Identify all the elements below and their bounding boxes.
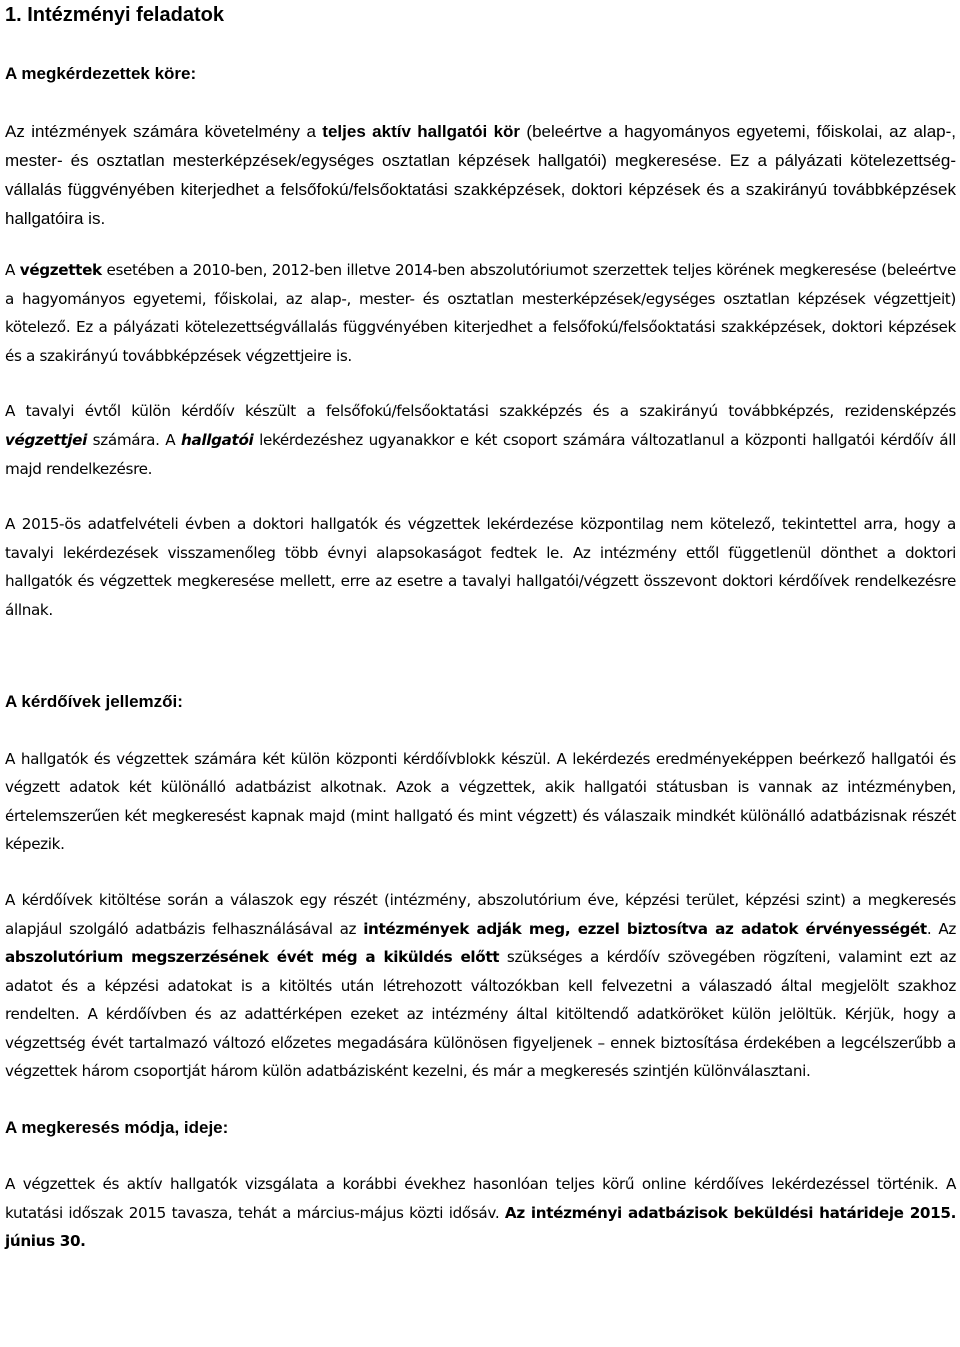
text-run: A kérdőívek kitöltése során a válaszok egy részét (intézmény, abszolutórium éve, képzési terület, képzési szint) a megkeresés alapjául szolgáló adatbázis felhasználásával az [5, 890, 956, 938]
bold-text: intézmények adják meg, ezzel biztosítva az adatok érvényességét [363, 919, 927, 938]
method-paragraph-1 [5, 1170, 956, 1256]
text-run: számára. A [86, 430, 182, 449]
text-run: A tavalyi évtől külön kérdőív készült a felsőfokú/felsőoktatási szakképzés és a szakirányú továbbképzés, rezidensképzés [5, 402, 956, 421]
section-title: 1. Intézményi feladatok [5, 4, 224, 26]
respondents-paragraph-4: A 2015-ös adatfelvételi évben a doktori hallgatók és végzettek lekérdezése központilag nem kötelező, tekintettel arra, hogy a tavalyi lekérdezések visszamenőleg több évnyi alapsokaságot fedtek le. Az intézmény ettől függetlenül dönthet a doktori hallgatók és végzettek megkeresése mellett, erre az esetre a tavalyi hallgatói/végzett összevont doktori kérdőívek rendelkezésre állnak. [5, 515, 956, 619]
features-paragraph-2 [5, 886, 956, 1086]
respondents-heading: A megkérdezettek köre: [5, 64, 197, 83]
text-run: lekérdezéshez ugyanakkor e két csoport számára változatlanul a központi hallgatói kérdőív áll majd rendelkezésre. [5, 430, 956, 478]
features-heading: A kérdőívek jellemzői: [5, 691, 183, 711]
text-run: A [5, 261, 20, 279]
text-run: esetében a 2010-ben, 2012-ben illetve 2014-ben abszolutóriumot szerzettek teljes körének megkeresése (beleértve a hagyományos egyetemi, főiskolai, az alap-, mester- és osztatlan mesterképzések/egységes osztatlan képzések végzettjeit) kötelező. Ez a pályázati kötelezettségvállalás függvényében kiterjedhet a felsőfokú/felsőoktatási szakképzések, doktori képzések és a szakirányú továbbképzések végzettjeire is. [5, 261, 956, 365]
bold-text: Az intézményi adatbázisok beküldési határideje 2015. június 30. [5, 1203, 956, 1251]
text-run: szükséges a kérdőív szövegében rögzíteni, valamint ezt az adatot és a képzési adatokat is a kitöltés után létrehozott változókban kell felvezetni a válaszadó által megjelölt szakhoz rendelten. A kérdőívben és az adattérképen ezeket az intézmény által kitöltendő adatköröket külön jelöltük. Kérjük, hogy a végzettség évét tartalmazó változó előzetes megadására különösen figyeljenek – ennek biztosítása érdekében a legcélszerűbb a végzettek három csoportját három külön adatbázisként kezelni, és már a megkeresés szintjén különválasztani. [5, 948, 956, 1081]
respondents-paragraph-3 [5, 397, 956, 483]
bold-italic-text: végzettjei [5, 430, 87, 449]
text-run: A végzettek és aktív hallgatók vizsgálata a korábbi évekhez hasonlóan teljes körű online kérdőíves lekérdezéssel történik. A kutatási időszak 2015 tavasza, tehát a március-május közti idősáv. [5, 1175, 956, 1222]
method-heading: A megkeresés módja, ideje: [5, 1118, 229, 1138]
text-run: Az intézmények számára követelmény a [5, 122, 323, 141]
bold-italic-text: hallgatói [181, 430, 254, 449]
document-page [5, 0, 956, 1256]
text-run: (beleértve a hagyományos egyetemi, főiskolai, az alap-, mester- és osztatlan mesterképzések/egységes osztatlan képzések hallgatói) megkeresése. Ez a pályázati kötelezettség-vállalás függvényében kiterjedhet a felsőfokú/felsőoktatási szakképzések, doktori képzések és a szakirányú továbbképzések hallgatóira is. [5, 122, 956, 228]
bold-text: abszolutórium megszerzésének évét még a kiküldés előtt [5, 948, 500, 967]
bold-text: végzettek [19, 261, 102, 279]
respondents-paragraph-1 [5, 117, 956, 233]
bold-text: teljes aktív hallgatói kör [322, 122, 521, 141]
features-paragraph-1: A hallgatók és végzettek számára két külön központi kérdőívblokk készül. A lekérdezés eredményeképpen beérkező hallgatói és végzett adatok két különálló adatbázist alkotnak. Azok a végzettek, akik hallgatói státusban is vannak az intézményben, értelemszerűen két megkeresést kapnak majd (mint hallgató és mint végzett) és válaszaik mindkét különálló adatbázisnak részét képezik. [5, 749, 956, 854]
respondents-paragraph-2 [5, 256, 956, 370]
text-run: . Az [926, 919, 956, 938]
